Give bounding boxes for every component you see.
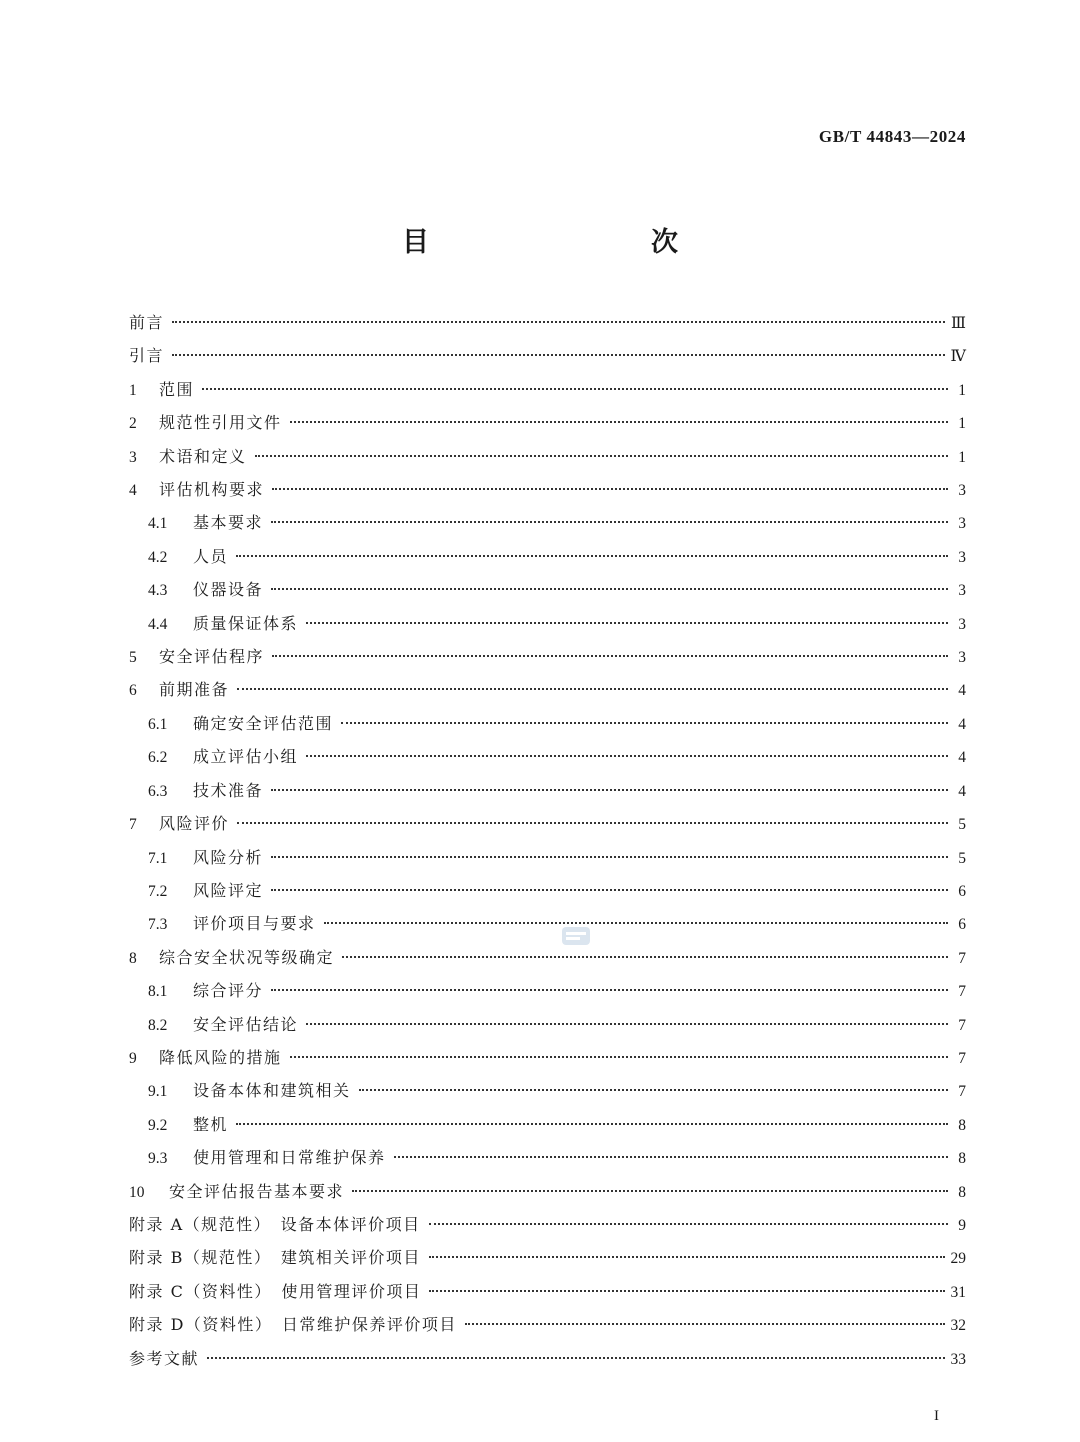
toc-entry-page: 3 [958,582,966,600]
toc-entry-number: 4.1 [148,515,168,533]
toc-dot-leader [272,655,948,657]
toc-entry-page: 9 [958,1216,966,1234]
toc-entry-number: 10 [129,1183,145,1201]
toc-entry-page: 5 [958,816,966,834]
toc-dot-leader [271,989,948,991]
toc-dot-leader [172,321,945,323]
toc-entry-number: 5 [129,649,137,667]
toc-entry-label: 基本要求 [193,513,264,533]
toc-entry-page: 4 [958,749,966,767]
toc-entry[interactable] [129,406,966,439]
toc-entry-label: 安全评估结论 [193,1014,299,1034]
toc-entry-page: 8 [958,1150,966,1168]
toc-entry[interactable] [129,1175,966,1208]
toc-entry-number: 4 [129,482,137,500]
toc-entry[interactable] [129,1208,966,1241]
toc-entry[interactable] [129,607,966,640]
toc-dot-leader [237,688,948,690]
toc-entry-page: 6 [958,882,966,900]
toc-entry[interactable] [129,774,966,807]
toc-entry-label: 使用管理和日常维护保养 [193,1148,386,1168]
toc-entry-number: 6.2 [148,749,168,767]
toc-entry[interactable] [129,373,966,406]
toc-entry-page: 1 [958,448,966,466]
toc-entry-label: 前言 [129,313,165,332]
toc-dot-leader [290,421,948,423]
toc-entry[interactable] [129,1308,966,1341]
toc-entry-label: 前期准备 [159,680,230,700]
toc-dot-leader [172,354,944,356]
toc-entry-number: 9.1 [148,1083,168,1101]
toc-entry[interactable] [129,1074,966,1107]
toc-entry-page: 8 [958,1183,966,1201]
toc-entry[interactable] [129,573,966,606]
toc-entry-number: 6.3 [148,782,168,800]
toc-entry-label: 附录 C（资料性） 使用管理评价项目 [129,1281,422,1301]
toc-entry-page: 8 [958,1116,966,1134]
toc-entry-number: 9.2 [148,1116,168,1134]
toc-entry-page: 31 [950,1283,966,1301]
toc-entry-number: 1 [129,381,137,399]
toc-entry-label: 参考文献 [129,1348,200,1368]
toc-dot-leader [429,1290,944,1292]
toc-entry-label: 范围 [159,379,195,399]
toc-entry-label: 综合评分 [193,981,264,1001]
toc-entry-page: 7 [958,1049,966,1067]
toc-entry[interactable] [129,440,966,473]
toc-dot-leader [202,388,948,390]
toc-entry-page: 3 [958,515,966,533]
toc-entry-page: 7 [958,949,966,967]
standard-number: GB/T 44843—2024 [818,127,966,146]
toc-dot-leader [255,455,948,457]
toc-entry-number: 9 [129,1049,137,1067]
toc-entry[interactable] [129,673,966,706]
toc-entry-label: 评价项目与要求 [193,914,316,934]
toc-entry[interactable] [129,1275,966,1308]
toc-entry-number: 4.4 [148,615,168,633]
toc-dot-leader [429,1223,948,1225]
toc-dot-leader [306,622,948,624]
toc-dot-leader [236,555,948,557]
toc-entry[interactable] [129,1141,966,1174]
toc-entry[interactable] [129,1008,966,1041]
toc-entry-label: 确定安全评估范围 [193,713,334,733]
toc-dot-leader [342,956,948,958]
toc-entry-label: 风险评价 [159,814,230,834]
toc-dot-leader [429,1256,945,1258]
toc-dot-leader [271,588,948,590]
toc-entry-label: 成立评估小组 [193,747,299,767]
toc-entry[interactable] [129,1041,966,1074]
toc-dot-leader [271,856,948,858]
toc-entry-number: 8.2 [148,1016,168,1034]
table-of-contents [129,306,966,1375]
toc-entry-number: 7.3 [148,916,168,934]
toc-entry[interactable] [129,740,966,773]
toc-entry-label: 安全评估程序 [159,647,265,667]
toc-entry[interactable] [129,1342,966,1375]
toc-entry-number: 8 [129,949,137,967]
watermark-logo-icon [561,925,591,947]
toc-dot-leader [272,488,948,490]
toc-entry-number: 6.1 [148,715,168,733]
toc-dot-leader [271,889,948,891]
toc-entry-label: 技术准备 [193,780,264,800]
toc-entry-page: 7 [958,1016,966,1034]
toc-entry[interactable] [129,807,966,840]
toc-entry-page: 29 [950,1250,966,1268]
toc-dot-leader [465,1323,945,1325]
toc-entry-number: 9.3 [148,1150,168,1168]
toc-entry[interactable] [129,506,966,539]
toc-entry-label: 附录 B（规范性） 建筑相关评价项目 [129,1248,421,1268]
toc-entry-label: 规范性引用文件 [159,413,282,433]
toc-entry[interactable] [129,640,966,673]
toc-entry-number: 2 [129,415,137,433]
toc-entry[interactable] [129,841,966,874]
toc-entry-number: 4.2 [148,548,168,566]
page-title: 目 次 [402,227,734,258]
toc-entry[interactable] [129,339,966,372]
toc-entry-number: 6 [129,682,137,700]
toc-entry-number: 8.1 [148,983,168,1001]
toc-dot-leader [271,521,948,523]
toc-dot-leader [290,1056,948,1058]
toc-entry-label: 风险评定 [193,880,264,900]
toc-entry[interactable] [129,306,966,339]
toc-entry-number: 4.3 [148,582,168,600]
toc-dot-leader [394,1156,948,1158]
toc-entry-label: 安全评估报告基本要求 [169,1181,345,1201]
toc-entry-number: 7 [129,816,137,834]
toc-dot-leader [341,722,948,724]
toc-entry-page: 33 [950,1350,966,1368]
toc-entry-label: 仪器设备 [193,580,264,600]
toc-entry-page: 32 [950,1317,966,1335]
toc-dot-leader [237,822,948,824]
toc-entry-page: Ⅲ [951,315,966,332]
toc-entry-label: 评估机构要求 [159,480,265,500]
toc-entry-page: 3 [958,482,966,500]
toc-dot-leader [236,1123,948,1125]
toc-entry-number: 3 [129,448,137,466]
toc-entry-page: Ⅳ [950,348,966,366]
toc-dot-leader [306,1023,948,1025]
toc-entry-label: 整机 [193,1114,229,1134]
toc-entry-label: 人员 [193,546,229,566]
toc-entry-page: 1 [958,381,966,399]
toc-entry-label: 设备本体和建筑相关 [193,1081,351,1101]
toc-entry-number: 7.1 [148,849,168,867]
toc-entry[interactable] [129,941,966,974]
toc-entry-label: 综合安全状况等级确定 [159,947,335,967]
toc-dot-leader [271,789,948,791]
toc-entry[interactable] [129,473,966,506]
toc-entry-page: 3 [958,649,966,667]
toc-entry-page: 7 [958,1083,966,1101]
toc-dot-leader [306,755,948,757]
toc-entry-page: 7 [958,983,966,1001]
toc-entry-page: 3 [958,548,966,566]
toc-dot-leader [324,922,948,924]
page-number: I [934,1408,939,1424]
toc-dot-leader [359,1089,948,1091]
toc-entry-label: 术语和定义 [159,446,247,466]
toc-entry[interactable] [129,907,966,940]
toc-entry-label: 附录 A（规范性） 设备本体评价项目 [129,1214,421,1234]
toc-dot-leader [207,1357,944,1359]
toc-entry-label: 质量保证体系 [193,613,299,633]
toc-entry[interactable] [129,707,966,740]
toc-entry-label: 引言 [129,346,165,366]
toc-entry[interactable] [129,540,966,573]
toc-entry[interactable] [129,974,966,1007]
toc-entry-number: 7.2 [148,882,168,900]
toc-entry-label: 降低风险的措施 [159,1047,282,1067]
toc-entry[interactable] [129,1108,966,1141]
toc-entry-label: 风险分析 [193,847,264,867]
toc-entry-page: 5 [958,849,966,867]
toc-entry-page: 4 [958,782,966,800]
toc-entry-page: 3 [958,615,966,633]
toc-entry-page: 4 [958,682,966,700]
toc-entry-page: 6 [958,916,966,934]
toc-entry-label: 附录 D（资料性） 日常维护保养评价项目 [129,1315,457,1335]
toc-entry-page: 1 [958,415,966,433]
toc-entry[interactable] [129,1241,966,1274]
toc-dot-leader [352,1190,948,1192]
toc-entry-page: 4 [958,715,966,733]
toc-entry[interactable] [129,874,966,907]
